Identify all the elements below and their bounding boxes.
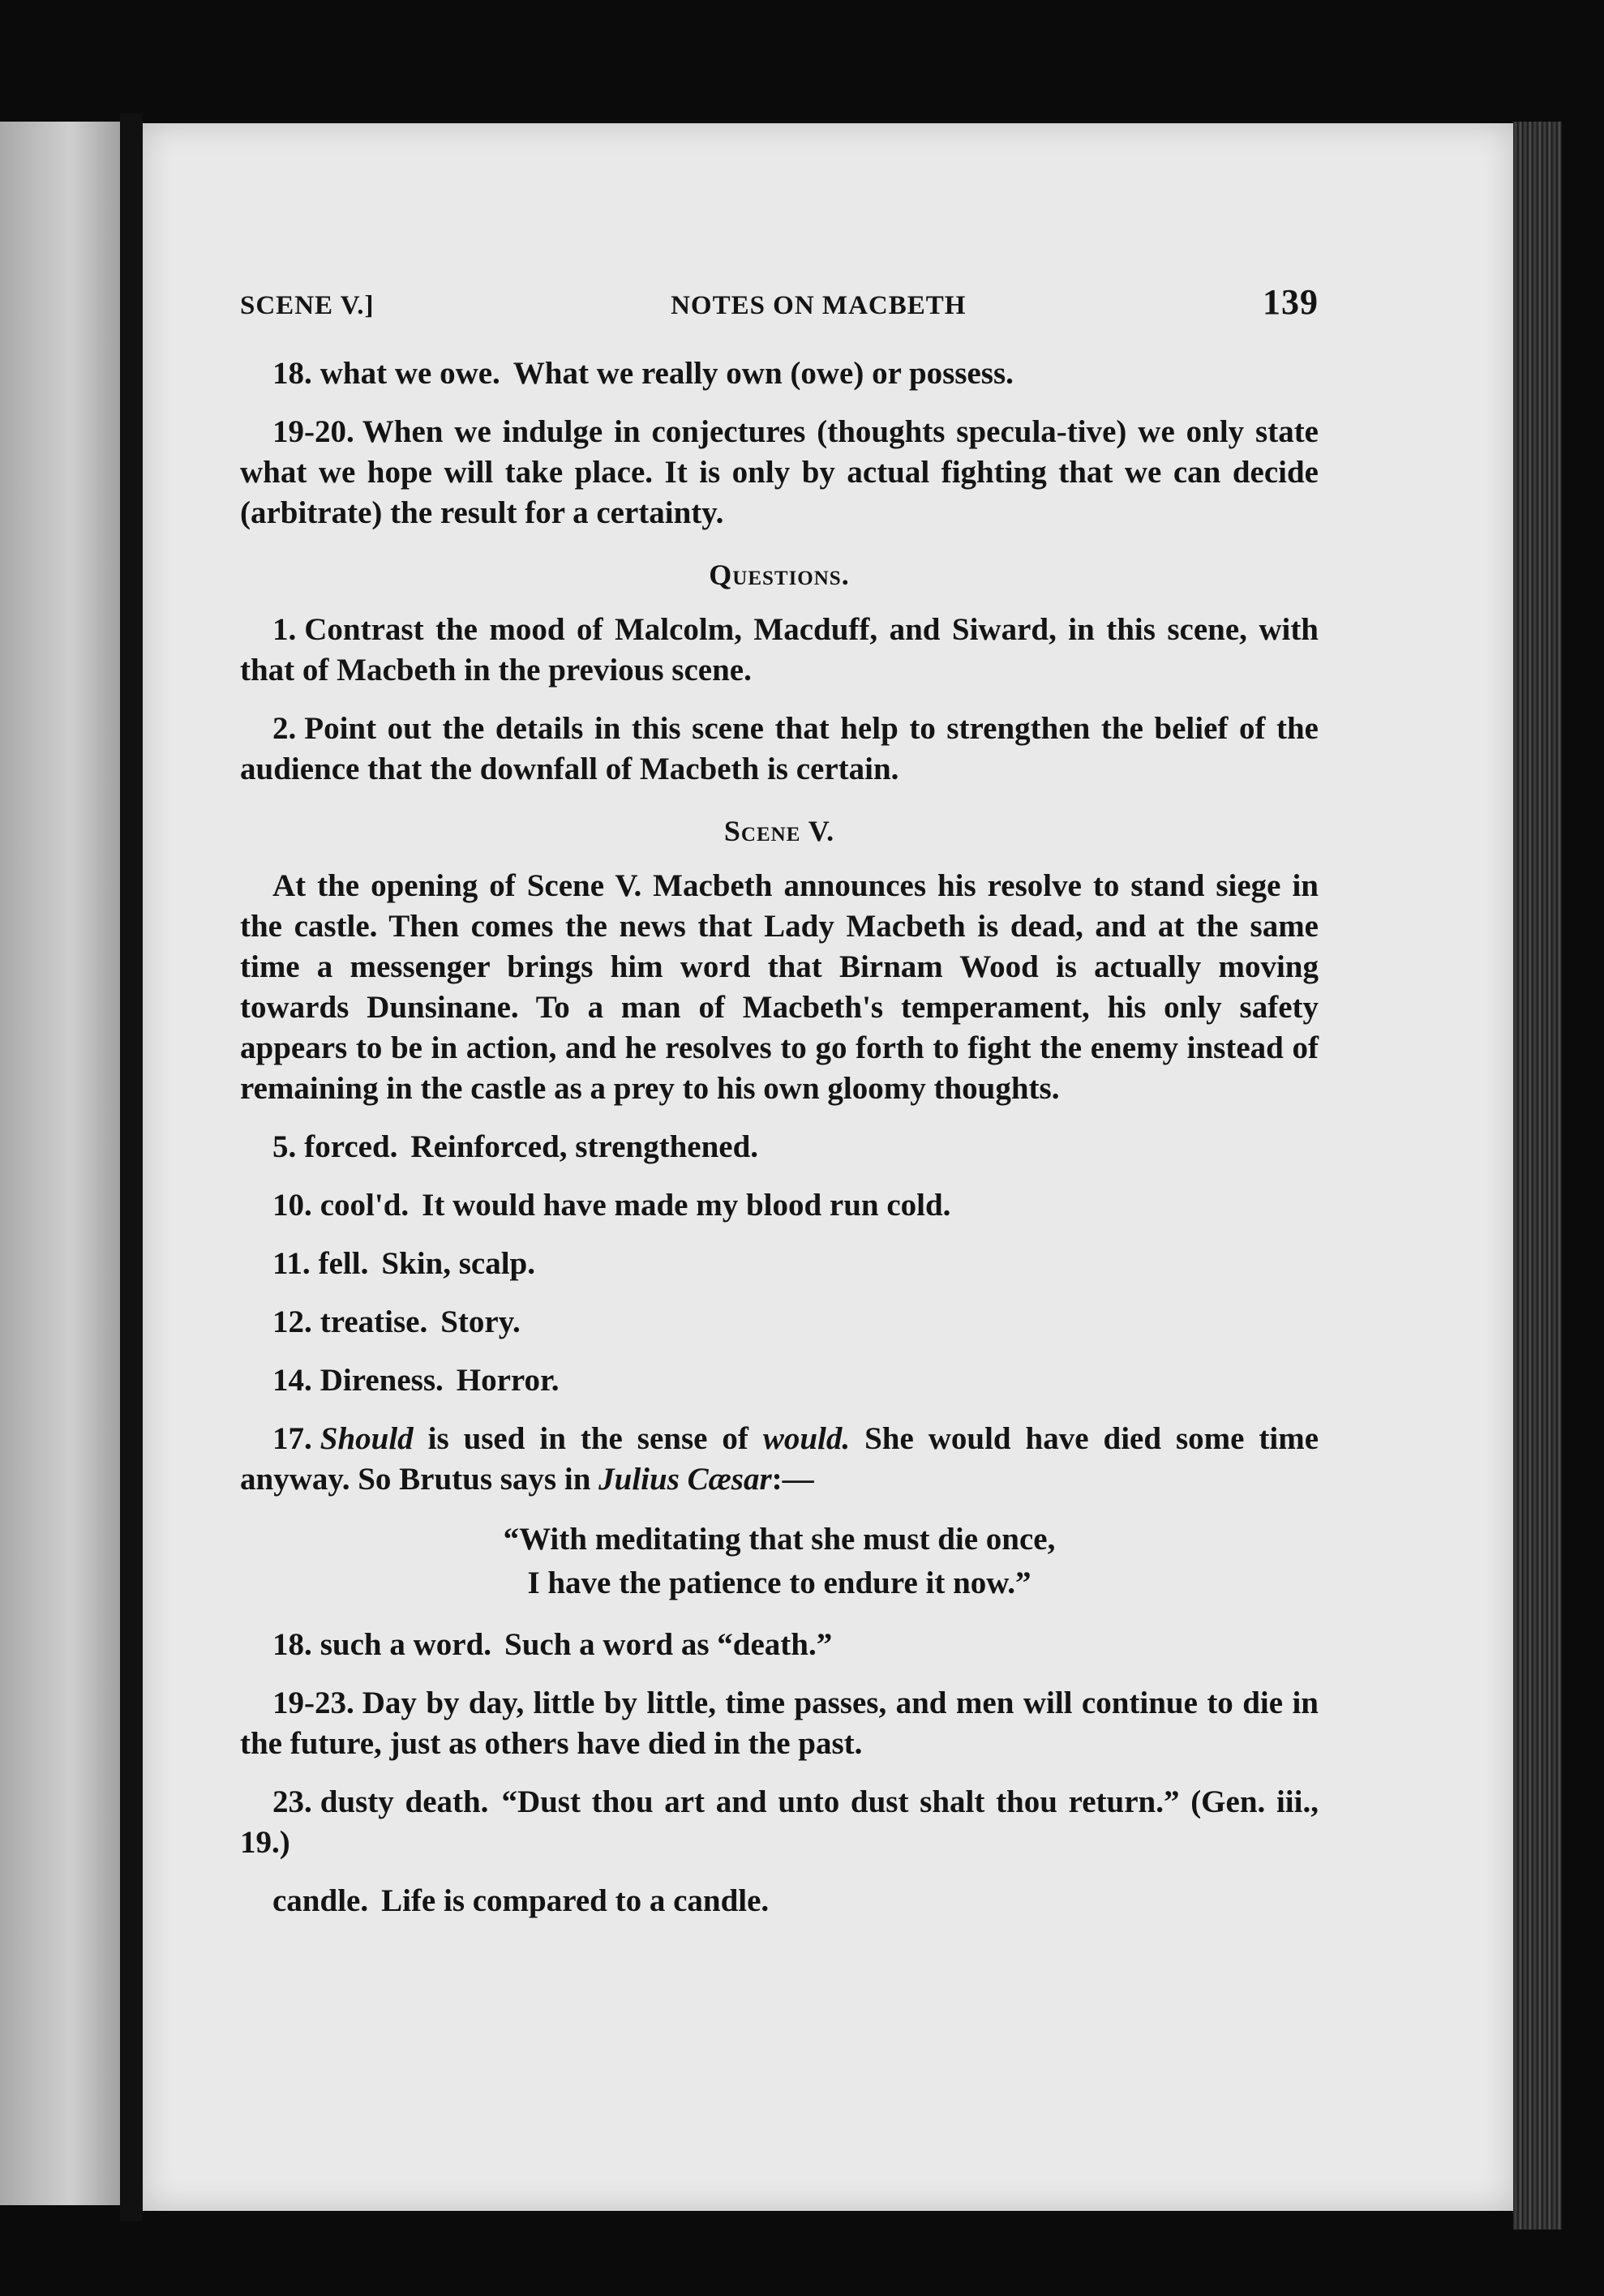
note-number: 11.: [272, 1246, 311, 1281]
quote-line-1: “With meditating that she must die once,: [503, 1522, 1056, 1557]
note-number: 19-23.: [272, 1686, 354, 1720]
note-5: [240, 1127, 1319, 1167]
book-gutter: [120, 114, 143, 2221]
note-11: [240, 1244, 1319, 1284]
question-number: 1.: [272, 612, 297, 647]
note-text: It would have made my blood run cold.: [422, 1188, 951, 1223]
note-text: “Dust thou art and unto dust shalt thou return.” (Gen. iii., 19.): [240, 1784, 1319, 1860]
note-19-20: [240, 412, 1319, 533]
note-17: [240, 1419, 1319, 1500]
note-number: 18.: [272, 356, 312, 391]
note-text: When we indulge in conjectures (thoughts specula-tive) we only state what we hope will take place. It is only by actual fighting that we can decide (arbitrate) the result for a certainty.: [240, 414, 1319, 530]
note-term: candle.: [272, 1883, 369, 1918]
note-10: [240, 1185, 1319, 1226]
note-number: 18.: [272, 1627, 312, 1662]
note-19-23: [240, 1683, 1319, 1764]
note-term: forced.: [304, 1129, 398, 1164]
note-number: 19-20.: [272, 414, 354, 449]
question-text: Point out the details in this scene that help to strengthen the belief of the audience that the downfall of Macbeth is certain.: [240, 711, 1319, 786]
note-term: treatise.: [320, 1304, 428, 1339]
page-content: [240, 282, 1319, 1939]
running-header: [240, 282, 1319, 326]
note-17-text-1: is used in the sense of: [427, 1421, 748, 1456]
question-1: [240, 610, 1319, 691]
page-stack-edge: [1513, 122, 1562, 2230]
note-text: Story.: [440, 1304, 521, 1339]
page-number: 139: [1263, 282, 1319, 322]
question-text: Contrast the mood of Malcolm, Macduff, and Siward, in this scene, with that of Macbeth in the previous scene.: [240, 612, 1319, 688]
note-23: [240, 1782, 1319, 1863]
note-term: what we owe.: [320, 356, 500, 391]
note-term: cool'd.: [320, 1188, 410, 1223]
quote-line-2: I have the patience to endure it now.”: [527, 1566, 1031, 1600]
question-2: [240, 709, 1319, 790]
note-number: 10.: [272, 1188, 312, 1223]
question-number: 2.: [272, 711, 297, 746]
note-term: such a word.: [320, 1627, 492, 1662]
note-17-text-2: She would have died some time anyway. So Brutus says in: [240, 1421, 1319, 1497]
note-17-text-3: :—: [771, 1462, 814, 1497]
note-12: [240, 1302, 1319, 1343]
note-term: Direness.: [320, 1363, 444, 1398]
note-term: fell.: [318, 1246, 369, 1281]
book-page: [143, 123, 1513, 2211]
note-term: dusty death.: [320, 1784, 489, 1819]
note-18-bottom: [240, 1625, 1319, 1665]
note-number: 23.: [272, 1784, 312, 1819]
note-14: [240, 1360, 1319, 1401]
facing-page-edge: [0, 122, 128, 2205]
note-text: Day by day, little by little, time passes, and men will continue to die in the future, just as others have died in the past.: [240, 1686, 1319, 1761]
note-number: 12.: [272, 1304, 312, 1339]
header-title: NOTES ON MACBETH: [671, 291, 967, 320]
note-text: What we really own (owe) or possess.: [513, 356, 1014, 391]
scene-heading: Scene V.: [723, 815, 835, 847]
header-scene: SCENE V.]: [240, 291, 375, 320]
note-text: Skin, scalp.: [381, 1246, 535, 1281]
note-17-would: would.: [762, 1421, 851, 1456]
note-text: Life is compared to a candle.: [381, 1883, 770, 1918]
questions-heading: Questions.: [709, 559, 850, 591]
note-number: 17.: [272, 1421, 312, 1456]
brutus-quotation: [240, 1518, 1319, 1605]
note-number: 5.: [272, 1129, 297, 1164]
note-17-work-title: Julius Cæsar: [598, 1462, 772, 1497]
note-text: Such a word as “death.”: [504, 1627, 833, 1662]
note-number: 14.: [272, 1363, 312, 1398]
note-18-top: [240, 353, 1319, 394]
note-17-should: Should: [320, 1421, 414, 1456]
scene-summary: At the opening of Scene V. Macbeth announces his resolve to stand siege in the castle. Then comes the news that Lady Macbeth is dead, and at the same time a messenger brings him word that Birnam Wood is actually moving towards Dunsinane. To a man of Macbeth's temperament, his only safety appears to be in action, and he resolves to go forth to fight the enemy instead of remaining in the castle as a prey to his own gloomy thoughts.: [240, 868, 1319, 1106]
note-candle: [240, 1881, 1319, 1921]
note-text: Horror.: [456, 1363, 560, 1398]
note-text: Reinforced, strengthened.: [410, 1129, 759, 1164]
